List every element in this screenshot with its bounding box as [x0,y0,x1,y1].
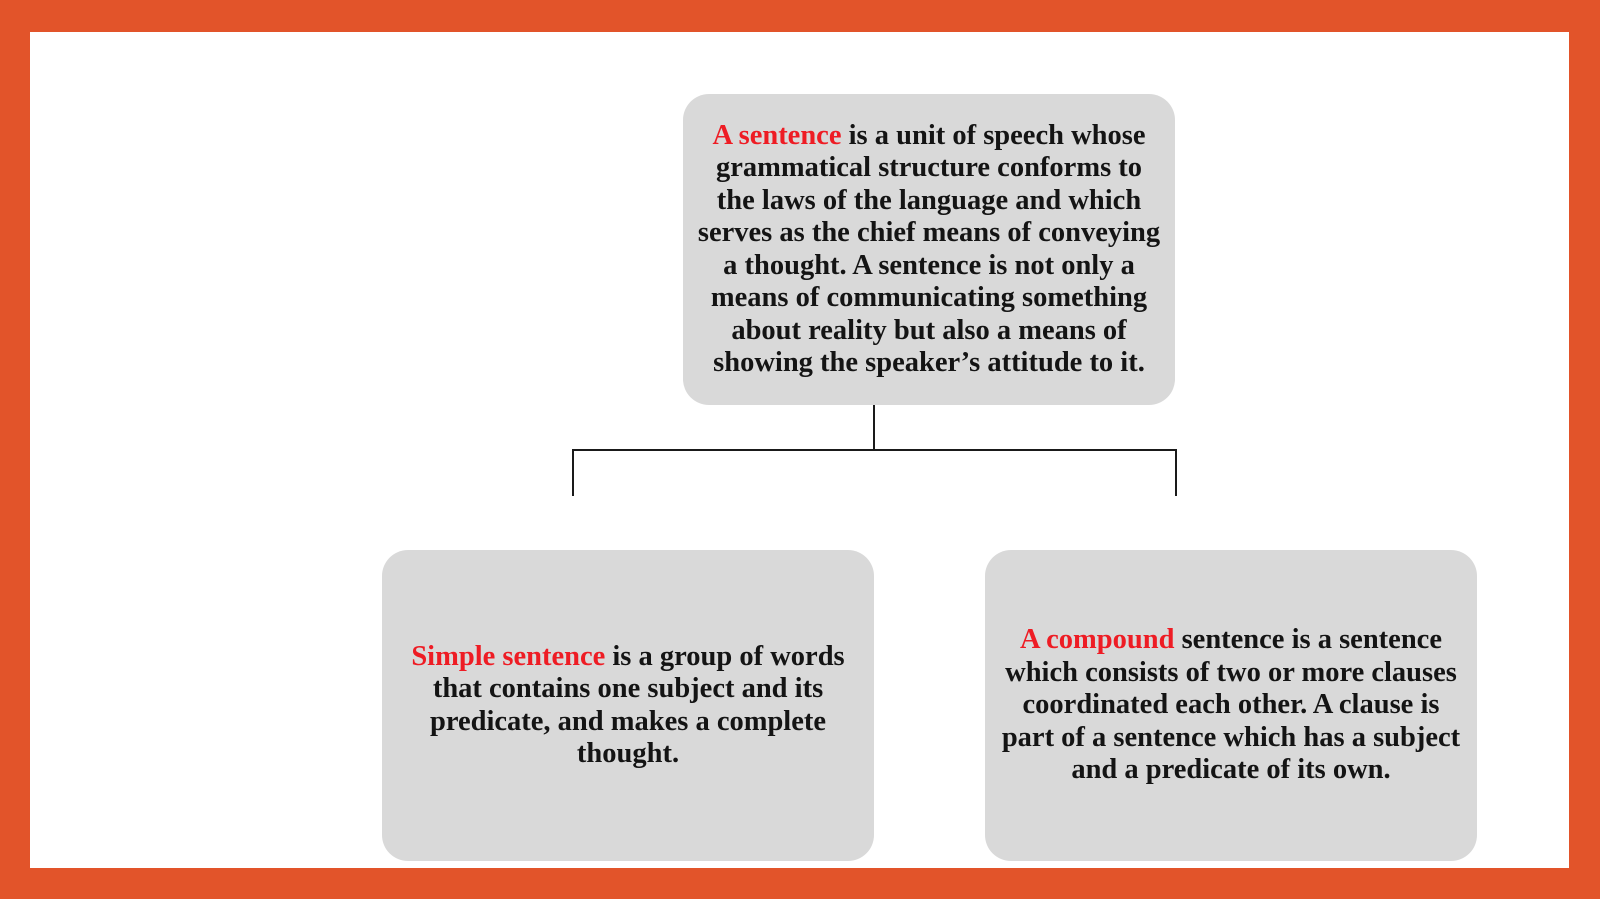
connector-right-drop [1175,449,1177,496]
connector-horizontal-bar [572,449,1177,451]
root-node-text [697,120,1161,380]
compound-sentence-text [1001,624,1461,787]
root-node-body: is a unit of speech whose grammatical structure conforms to the laws of the language and which serves as the chief means of conveying a thought. A sentence is not only a means of communicating something about reality but also a means of showing the speaker’s attitude to it. [697,119,1161,378]
connector-left-drop [572,449,574,496]
connector-root-stem [873,405,875,451]
compound-sentence-body: sentence is a sentence which consists of two or more clauses coordinated each other. A clause is part of a sentence which has a subject and a predicate of its own. [1001,624,1461,786]
compound-sentence-highlight: A compound [1020,624,1175,656]
child-node-compound-sentence [985,550,1477,861]
root-node-highlight: A sentence [712,119,842,151]
simple-sentence-highlight: Simple sentence [411,640,606,672]
root-node-sentence-definition [683,94,1175,405]
child-node-simple-sentence [382,550,874,861]
simple-sentence-text [400,641,856,771]
simple-sentence-body: is a group of words that contains one subject and its predicate, and makes a complete thought. [429,640,845,769]
